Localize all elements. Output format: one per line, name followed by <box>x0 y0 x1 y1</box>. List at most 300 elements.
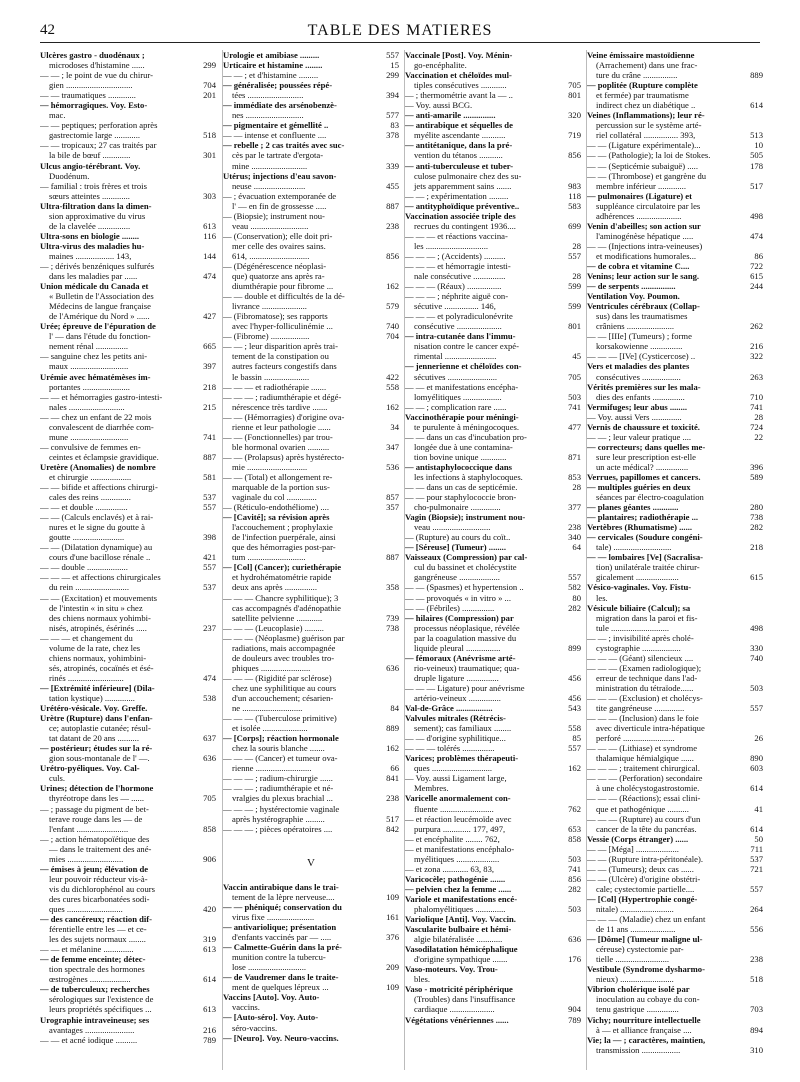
index-entry <box>405 814 581 824</box>
index-entry <box>40 994 216 1004</box>
entry-text: — multiples guéries en deux <box>587 482 691 493</box>
index-entry <box>223 562 399 572</box>
index-entry <box>40 261 216 271</box>
index-entry <box>223 892 399 902</box>
entry-text: Vasodilatation hémicéphalique <box>405 944 518 955</box>
entry-text: erreur de technique dans l'ad- <box>596 672 698 683</box>
entry-text: Ultra-sons en biologie ........ <box>40 230 140 241</box>
index-entry <box>587 924 763 934</box>
entry-text: — — — (Leucoplasie) ......... <box>223 622 324 633</box>
entry-page-number: 176 <box>568 954 581 965</box>
index-entry <box>40 984 216 994</box>
entry-text: — — — (Rigidité par sclérose) <box>223 672 332 683</box>
index-entry <box>587 834 763 844</box>
index-entry <box>223 932 399 942</box>
entry-text: Val-de-Grâce ................. <box>405 703 493 714</box>
index-entry <box>223 593 399 603</box>
index-entry <box>405 914 581 924</box>
index-entry <box>587 351 763 361</box>
entry-text: Urètre (Rupture) dans l'enfan- <box>40 713 153 724</box>
index-entry <box>405 743 581 753</box>
entry-text: tiples consécutives ............ <box>414 80 507 91</box>
entry-page-number: 518 <box>750 974 763 985</box>
entry-text: — — — (Exclusion) et cholécys- <box>587 693 703 703</box>
index-entry <box>40 1015 216 1025</box>
entry-text: nales .......................... <box>49 401 125 412</box>
entry-text: mie ............................ <box>232 461 308 472</box>
index-entry <box>223 341 399 351</box>
index-entry <box>587 100 763 110</box>
entry-page-number: 28 <box>572 482 581 493</box>
entry-text: — sanguine chez les petits ani- <box>40 351 148 362</box>
entry-text <box>223 844 399 854</box>
entry-page-number: 28 <box>754 411 763 422</box>
index-entry <box>223 161 399 171</box>
index-entry <box>223 922 399 932</box>
entry-page-number: 579 <box>386 301 399 312</box>
index-entry <box>587 361 763 371</box>
index-entry <box>587 372 763 382</box>
entry-page-number: 599 <box>568 301 581 312</box>
entry-text: Membres. <box>414 783 449 794</box>
index-entry <box>223 100 399 110</box>
index-entry <box>40 954 216 964</box>
entry-text: — — — ; radiumthérapie et né- <box>223 783 334 794</box>
index-entry <box>405 964 581 974</box>
entry-page-number: 10 <box>754 140 763 151</box>
index-entry <box>223 60 399 70</box>
entry-text: — — — (Inclusion) dans le foie <box>587 713 699 724</box>
entry-page-number: 398 <box>203 532 216 543</box>
index-entry <box>223 70 399 80</box>
index-column <box>404 50 581 1070</box>
entry-page-number: 161 <box>386 911 399 922</box>
index-entry <box>405 763 581 773</box>
entry-text <box>223 834 399 844</box>
index-entry <box>40 311 216 321</box>
entry-text: Médecins de langue française <box>49 301 151 312</box>
index-entry <box>223 110 399 120</box>
index-entry <box>405 673 581 683</box>
index-entry <box>587 542 763 552</box>
index-entry <box>405 793 581 803</box>
index-entry <box>223 522 399 532</box>
entry-text: tielle ......................... <box>596 954 670 965</box>
index-entry <box>40 60 216 70</box>
entry-text: mune ........................... <box>49 431 129 442</box>
index-entry <box>405 392 581 402</box>
entry-page-number: 178 <box>750 160 763 171</box>
entry-text: leurs propriétés spécifiques ... <box>49 1004 152 1015</box>
entry-text: — — — (Examen radiologique); <box>587 662 702 673</box>
index-entry <box>587 70 763 80</box>
index-entry <box>587 643 763 653</box>
entry-text: céreuse) cystectomie par- <box>596 944 684 955</box>
entry-text: — [Cavité]; sa révision après <box>223 512 330 523</box>
index-entry <box>223 321 399 331</box>
index-entry <box>587 984 763 994</box>
index-entry <box>40 341 216 351</box>
entry-page-number: 614 <box>750 823 763 834</box>
index-entry <box>223 753 399 763</box>
index-entry <box>40 412 216 422</box>
entry-text: — — — ; néphrite aiguë con- <box>405 291 509 302</box>
entry-page-number: 237 <box>203 622 216 633</box>
entry-text: tat datant de 20 ans .......... <box>49 733 139 744</box>
entry-text: maux ........................... <box>49 361 129 372</box>
entry-text: Urémie avec hématémèses im- <box>40 371 151 382</box>
entry-text: — — — (Perforation) secondaire <box>587 773 703 784</box>
entry-text: les infections à staphylocoques. <box>414 471 523 482</box>
entry-text: diumthérapie pour fibrome ... <box>232 281 334 292</box>
entry-text: « Bulletin de l'Association des <box>49 291 154 302</box>
entry-page-number: 238 <box>386 793 399 804</box>
index-entry <box>405 321 581 331</box>
entry-page-number: 244 <box>750 281 763 292</box>
index-entry <box>587 562 763 572</box>
index-entry <box>405 844 581 854</box>
index-entry <box>40 120 216 130</box>
entry-text: dans les maladies par ...... <box>49 271 138 282</box>
index-entry <box>223 912 399 922</box>
entry-page-number: 299 <box>203 60 216 71</box>
entry-text: 614, ............................ <box>232 250 310 261</box>
index-entry <box>223 804 399 814</box>
entry-text: terave rouge dans les — de <box>49 813 143 824</box>
index-entry <box>405 572 581 582</box>
index-entry <box>223 311 399 321</box>
entry-text: — [Corps]; réaction hormonale <box>223 733 339 744</box>
entry-text: les des sujets normaux ........ <box>49 934 146 945</box>
index-entry <box>40 130 216 140</box>
entry-text: ministration du tétraïode...... <box>596 682 694 693</box>
entry-page-number: 537 <box>750 853 763 864</box>
index-entry <box>223 201 399 211</box>
entry-text: vention du tétanos ........... <box>414 150 503 161</box>
entry-text: — [Auto-séro]. Voy. Auto- <box>223 1012 319 1023</box>
entry-text: ment de quelques lépreux ... <box>232 982 329 993</box>
entry-text: chiens normaux, yohimbini- <box>49 652 147 663</box>
entry-page-number: 456 <box>568 672 581 683</box>
index-entry <box>587 392 763 402</box>
index-entry <box>40 854 216 864</box>
index-entry <box>405 562 581 572</box>
entry-page-number: 789 <box>203 1034 216 1045</box>
entry-text: inoculation au cobaye du con- <box>596 994 700 1005</box>
index-entry <box>223 472 399 482</box>
entry-text: les. <box>596 592 608 603</box>
index-entry <box>587 894 763 904</box>
index-entry <box>405 140 581 150</box>
index-entry <box>223 942 399 952</box>
entry-text: — — (Ligature expérimentale)... <box>587 140 701 151</box>
index-entry <box>405 864 581 874</box>
entry-text: Végétations vénériennes ...... <box>405 1014 509 1025</box>
entry-text: nale consécutive ............... <box>414 271 506 282</box>
index-entry <box>40 763 216 773</box>
index-entry <box>587 582 763 592</box>
index-entry <box>587 442 763 452</box>
index-entry <box>405 271 581 281</box>
index-entry <box>587 311 763 321</box>
entry-text: — Voy. aussi BCG. <box>405 100 473 111</box>
entry-text: Vertèbres (Rhumatisme) ...... <box>587 522 693 533</box>
entry-text: perforé ........................ <box>596 733 675 744</box>
entry-text: — — (Septicémie subaiguë) ..... <box>587 160 698 171</box>
index-entry <box>223 271 399 281</box>
index-entry <box>587 271 763 281</box>
index-entry <box>405 70 581 80</box>
entry-text: — Calmette-Guérin dans la pré- <box>223 942 342 953</box>
entry-text: te purulente à méningocoques. <box>414 421 520 432</box>
entry-page-number: 377 <box>568 502 581 513</box>
entry-text: — de serpents ................ <box>587 281 676 292</box>
index-entry <box>223 140 399 150</box>
entry-text: Vaccination associée triple des <box>405 210 516 221</box>
entry-text: avec diverticule intra-hépatique <box>596 723 705 734</box>
index-entry <box>40 552 216 562</box>
index-entry <box>587 120 763 130</box>
entry-text: et modifications humorales... <box>596 250 696 261</box>
index-entry <box>405 301 581 311</box>
entry-text: sés, atropinés, cocaïnés et ésé- <box>49 662 154 673</box>
entry-text: — hilaires (Compression) par <box>405 612 514 623</box>
entry-text: tement de la lèpre nerveuse.... <box>232 891 335 902</box>
index-entry <box>40 613 216 623</box>
entry-text: mer celle des ovaires sains. <box>232 240 326 251</box>
index-entry <box>405 783 581 793</box>
index-entry <box>587 331 763 341</box>
entry-text: Vérités premières sur les mala- <box>587 381 701 392</box>
entry-text: du rein ......................... <box>49 582 129 593</box>
entry-text: (Troubles) dans l'insuffisance <box>414 994 516 1005</box>
entry-page-number: 704 <box>386 331 399 342</box>
entry-text: — et réaction leucémoïde avec <box>405 813 512 824</box>
entry-text: rienne et leur pathologie ...... <box>232 421 331 432</box>
index-entry <box>587 763 763 773</box>
entry-text: Urologie et amibiase ......... <box>223 50 320 60</box>
entry-text: vaccins. <box>232 1002 260 1013</box>
index-entry <box>587 844 763 854</box>
entry-text: Urétro-pyéliques. Voy. Cal- <box>40 763 140 774</box>
entry-text: — — — et réactions vaccina- <box>405 230 508 241</box>
entry-text: cale; cystectomie partielle.... <box>596 883 695 894</box>
index-entry <box>587 130 763 140</box>
entry-text: — ; évacuation extemporanée de <box>223 190 337 201</box>
entry-page-number: 50 <box>754 833 763 844</box>
index-entry <box>40 844 216 854</box>
entry-text: — — ; leur valeur pratique .... <box>587 431 692 442</box>
entry-page-number: 558 <box>568 723 581 734</box>
entry-page-number: 801 <box>568 90 581 101</box>
index-entry <box>223 90 399 100</box>
index-column <box>222 50 399 1070</box>
index-entry <box>587 281 763 291</box>
entry-text: que des hémorragies post-par- <box>232 542 336 553</box>
entry-text: — — — tolérés ............... <box>405 743 495 754</box>
entry-text: phalomyélitiques .............. <box>414 903 506 914</box>
entry-text: — — (Rupture intra-péritonéale). <box>587 853 703 864</box>
index-entry <box>587 231 763 241</box>
index-entry <box>405 341 581 351</box>
entry-page-number: 319 <box>203 934 216 945</box>
index-entry <box>587 502 763 512</box>
entry-text: marquable de la portion sus- <box>232 482 330 493</box>
entry-text: — anti-tuberculeuse et tuber- <box>405 160 514 171</box>
index-entry <box>405 201 581 211</box>
entry-page-number: 613 <box>203 944 216 955</box>
entry-text: — — intense et confluente .... <box>223 130 327 141</box>
index-entry <box>587 211 763 221</box>
index-entry <box>40 804 216 814</box>
entry-page-number: 856 <box>568 873 581 884</box>
entry-text: — — ; le point de vue du chirur- <box>40 70 153 81</box>
index-entry <box>40 723 216 733</box>
index-entry <box>405 804 581 814</box>
index-entry <box>223 723 399 733</box>
entry-page-number: 22 <box>754 431 763 442</box>
entry-text: — — — ; (Accidents) .......... <box>405 250 506 261</box>
index-entry <box>405 582 581 592</box>
index-entry <box>40 934 216 944</box>
index-entry <box>40 924 216 934</box>
index-entry <box>223 1002 399 1012</box>
index-entry <box>223 351 399 361</box>
entry-text: férentielle entre les — et ce- <box>49 924 147 935</box>
index-entry <box>405 994 581 1004</box>
index-entry <box>223 482 399 492</box>
index-entry <box>40 382 216 392</box>
index-entry <box>40 914 216 924</box>
index-entry <box>587 150 763 160</box>
entry-text: — — — (Rupture) au cours d'un <box>587 813 701 824</box>
entry-text: crâniens ...................... <box>596 321 675 332</box>
entry-page-number: 741 <box>568 401 581 412</box>
entry-page-number: 109 <box>386 891 399 902</box>
index-entry <box>223 703 399 713</box>
index-entry <box>587 773 763 783</box>
index-entry <box>223 372 399 382</box>
index-entry <box>587 994 763 1004</box>
entry-page-number: 498 <box>750 622 763 633</box>
entry-text: (Arrachement) dans une frac- <box>596 60 698 71</box>
index-entry <box>587 291 763 301</box>
entry-text: — — — Chancre syphilitique); 3 <box>223 592 339 603</box>
entry-page-number: 66 <box>390 763 399 774</box>
index-entry <box>223 452 399 462</box>
entry-text: d'un accouchement; césarien- <box>232 693 334 703</box>
entry-text: sécutives ....................... <box>414 371 498 382</box>
index-entry <box>40 964 216 974</box>
index-entry <box>587 452 763 462</box>
entry-text: — jennerienne et chéloïdes con- <box>405 361 522 372</box>
index-entry <box>40 532 216 542</box>
entry-text: longée due à une contamina- <box>414 441 513 452</box>
entry-text: — — — (Cancer) et tumeur ova- <box>223 753 338 764</box>
entry-text: — — — (Néoplasme) guérison par <box>223 632 345 643</box>
entry-page-number: 739 <box>386 612 399 623</box>
entry-page-number: 282 <box>750 522 763 533</box>
entry-text: — — — et changement du <box>40 632 133 643</box>
entry-page-number: 653 <box>568 823 581 834</box>
entry-page-number: 741 <box>750 401 763 412</box>
entry-text: mies .......................... <box>49 853 124 864</box>
entry-text: tement de la constipation ou <box>232 351 329 362</box>
index-entry <box>40 351 216 361</box>
entry-text: — plantaires; radiothérapie ... <box>587 512 699 523</box>
index-entry <box>405 90 581 100</box>
entry-page-number: 85 <box>572 733 581 744</box>
entry-text: — — (Thrombose) et gangrène du <box>587 170 707 181</box>
entry-text: Union médicale du Canada et <box>40 281 149 292</box>
entry-text: nures et le signe du goutte à <box>49 522 145 533</box>
entry-text: — — ; complication rare ...... <box>405 401 507 412</box>
entry-page-number: 397 <box>203 361 216 372</box>
index-entry <box>405 472 581 482</box>
entry-page-number: 762 <box>568 803 581 814</box>
entry-text: — — provoqués « in vitro » ... <box>405 592 511 603</box>
entry-text: rimental ........................ <box>414 351 497 362</box>
entry-text: ne ............................ <box>232 703 303 714</box>
entry-text: — — — ; traitement chirurgical. <box>587 763 700 774</box>
index-entry <box>405 161 581 171</box>
entry-page-number: 711 <box>750 843 763 854</box>
entry-page-number: 518 <box>203 130 216 141</box>
index-entry <box>223 882 399 892</box>
entry-text: — — (Ulcère) d'origine obstétri- <box>587 873 701 884</box>
index-entry <box>405 532 581 542</box>
entry-text: radiations, mais accompagnée <box>232 642 336 653</box>
index-entry <box>587 110 763 120</box>
entry-text: — correcteurs; dans quelles me- <box>587 441 706 452</box>
entry-text: — postérieur; études sur la ré- <box>40 743 153 754</box>
entry-text: sérologiques sur l'existence de <box>49 994 154 1005</box>
entry-text: sement); cas familiaux ........ <box>414 723 512 734</box>
index-entry <box>405 954 581 964</box>
entry-text: veau ........................... <box>414 522 491 533</box>
entry-text: — — — (Réactions); essai clini- <box>587 793 701 804</box>
index-entry <box>40 512 216 522</box>
entry-text: ques .......................... <box>49 903 123 914</box>
entry-text: — — [IIIe] (Tumeurs) ; forme <box>587 331 692 342</box>
entry-text: des chiens normaux yohimbi- <box>49 612 151 623</box>
index-entry <box>405 110 581 120</box>
index-entry <box>405 432 581 442</box>
index-entry <box>587 723 763 733</box>
index-entry <box>40 673 216 683</box>
entry-page-number: 282 <box>568 883 581 894</box>
page-title: TABLE DES MATIERES <box>307 22 493 39</box>
entry-text: de l'Amérique du Nord » ...... <box>49 311 150 322</box>
entry-text: tenu gastrique ............... <box>596 1004 679 1015</box>
entry-text: Urines; détection de l'hormone <box>40 783 154 794</box>
index-entry <box>587 532 763 542</box>
index-entry <box>587 593 763 603</box>
entry-text: Vernis de chaussure et toxicité. <box>587 421 700 432</box>
entry-text: sus) dans les traumatismes <box>596 311 688 322</box>
entry-text: vis du dichlorophénol au cours <box>49 883 155 894</box>
index-entry <box>587 1035 763 1045</box>
entry-text: — — — et hémorragie intesti- <box>405 260 511 271</box>
entry-text: nement rénal ............... <box>49 341 128 352</box>
index-entry <box>405 100 581 110</box>
entry-text: — — (Excitation) et mouvements <box>40 592 157 603</box>
index-entry <box>223 683 399 693</box>
entry-text: — — — (Lithiase) et syndrome <box>587 743 698 754</box>
index-entry <box>405 874 581 884</box>
entry-page-number: 394 <box>386 90 399 101</box>
entry-page-number: 15 <box>390 60 399 71</box>
